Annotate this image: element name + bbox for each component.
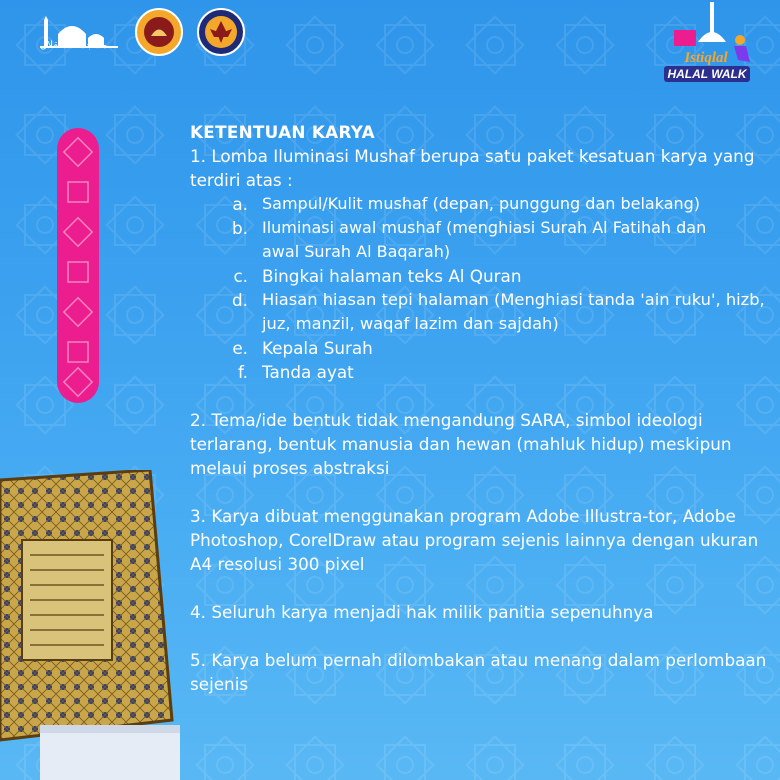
list-marker: a. [232, 194, 248, 214]
list-text: Kepala Surah [262, 338, 373, 358]
mushaf-illumination-image [0, 470, 180, 780]
rule-1: 1. Lomba Iluminasi Mushaf berupa satu paket kesatuan karya yang terdiri atas : [190, 146, 755, 190]
list-item [190, 360, 770, 384]
list-item [190, 216, 770, 264]
list-marker: f. [237, 362, 248, 382]
list-marker: d. [232, 290, 248, 310]
rule-2: 2. Tema/ide bentuk tidak mengandung SARA, simbol ideologi terlarang, bentuk manusia dan hewan (mahluk hidup) meskipun melaui proses abstraksi [190, 410, 732, 478]
list-text: Bingkai halaman teks Al Quran [262, 266, 522, 286]
event-name: HALAL WALK [667, 67, 747, 81]
government-emblem [196, 7, 246, 57]
rule-5: 5. Karya belum pernah dilombakan atau menang dalam perlombaan sejenis [190, 650, 767, 694]
list-marker: e. [232, 338, 248, 358]
list-marker: c. [233, 266, 248, 286]
halal-walk-logo [654, 0, 758, 96]
halal-center-badge [134, 7, 184, 57]
mosque-arabic-script: مسجد الاستقلال [40, 40, 108, 51]
list-text: Hiasan hiasan tepi halaman (Menghiasi tanda 'ain ruku', hizb, juz, manzil, waqaf lazim dan sajdah) [262, 290, 765, 333]
rule-3: 3. Karya dibuat menggunakan program Adobe Illustra-tor, Adobe Photoshop, CorelDraw atau program sejenis lainnya dengan ukuran A4 resolusi 300 pixel [190, 506, 759, 574]
list-item [190, 336, 770, 360]
list-marker: b. [232, 218, 248, 238]
rule-1-sublist [190, 192, 770, 384]
competition-rules [190, 120, 770, 696]
event-brand: Istiqlal [684, 50, 728, 66]
pink-strip-pattern [57, 128, 99, 403]
pink-ornament-strip [57, 128, 99, 403]
list-text: Sampul/Kulit mushaf (depan, punggung dan belakang) [262, 194, 701, 213]
list-text: Iluminasi awal mushaf (menghiasi Surah Al Fatihah dan awal Surah Al Baqarah) [262, 218, 707, 261]
rule-4: 4. Seluruh karya menjadi hak milik panitia sepenuhnya [190, 602, 654, 622]
list-text: Tanda ayat [262, 362, 354, 382]
partner-logos [38, 4, 246, 60]
list-item [190, 264, 770, 288]
list-item [190, 288, 770, 336]
list-item [190, 192, 770, 216]
rules-title: KETENTUAN KARYA [190, 122, 375, 142]
